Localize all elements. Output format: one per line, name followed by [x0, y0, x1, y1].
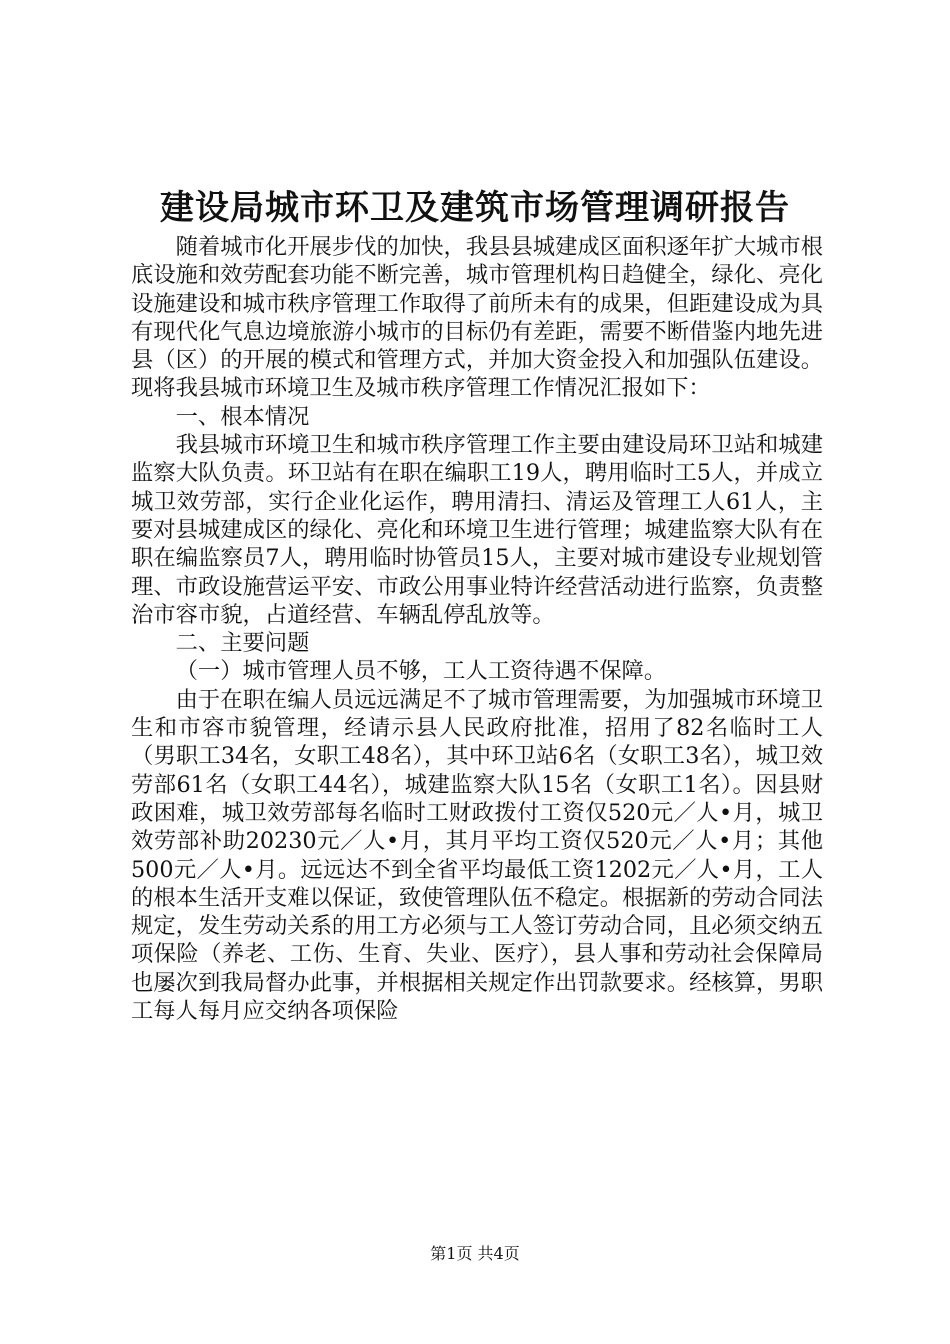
paragraph-problem-1: 由于在职在编人员远远满足不了城市管理需要，为加强城市环境卫生和市容市貌管理，经请示县人民政府批准，招用了82名临时工人（男职工34名，女职工48名），其中环卫站6名（女职工3名），城卫效劳部61名（女职工44名），城建监察大队15名（女职工1名）。因县财政困难，城卫效劳部每名临时工财政拨付工资仅520元／人•月，城卫效劳部补助20230元／人•月，其月平均工资仅520元／人•月；其他500元／人•月。远远达不到全省平均最低工资1202元／人•月，工人的根本生活开支难以保证，致使管理队伍不稳定。根据新的劳动合同法规定，发生劳动关系的用工方必须与工人签订劳动合同，且必须交纳五项保险（养老、工伤、生育、失业、医疗），县人事和劳动社会保障局也屡次到我局督办此事，并根据相关规定作出罚款要求。经核算，男职工每人每月应交纳各项保险: [131, 686, 823, 1025]
subheading-problem-1: （一）城市管理人员不够，工人工资待遇不保障。: [175, 658, 667, 685]
document-body: [131, 233, 823, 1025]
paragraph-basic-situation: 我县城市环境卫生和城市秩序管理工作主要由建设局环卫站和城建监察大队负责。环卫站有在职在编职工19人，聘用临时工5人，并成立城卫效劳部，实行企业化运作，聘用清扫、清运及管理工人61人，主要对县城建成区的绿化、亮化和环境卫生进行管理；城建监察大队有在职在编监察员7人，聘用临时协管员15人，主要对城市建设专业规划管理、市政设施营运平安、市政公用事业特许经营活动进行监察，负责整治市容市貌，占道经营、车辆乱停乱放等。: [131, 432, 823, 628]
paragraph-intro: 随着城市化开展步伐的加快，我县县城建成区面积逐年扩大城市根底设施和效劳配套功能不断完善，城市管理机构日趋健全，绿化、亮化设施建设和城市秩序管理工作取得了前所未有的成果，但距建设成为具有现代化气息边境旅游小城市的目标仍有差距，需要不断借鉴内地先进县（区）的开展的模式和管理方式，并加大资金投入和加强队伍建设。现将我县城市环境卫生及城市秩序管理工作情况汇报如下：: [131, 234, 823, 402]
heading-main-problems: 二、主要问题: [175, 630, 310, 657]
heading-basic-situation: 一、根本情况: [175, 403, 310, 430]
page-footer: 第1页 共4页: [430, 1244, 520, 1263]
document-title: 建设局城市环卫及建筑市场管理调研报告: [160, 188, 790, 228]
